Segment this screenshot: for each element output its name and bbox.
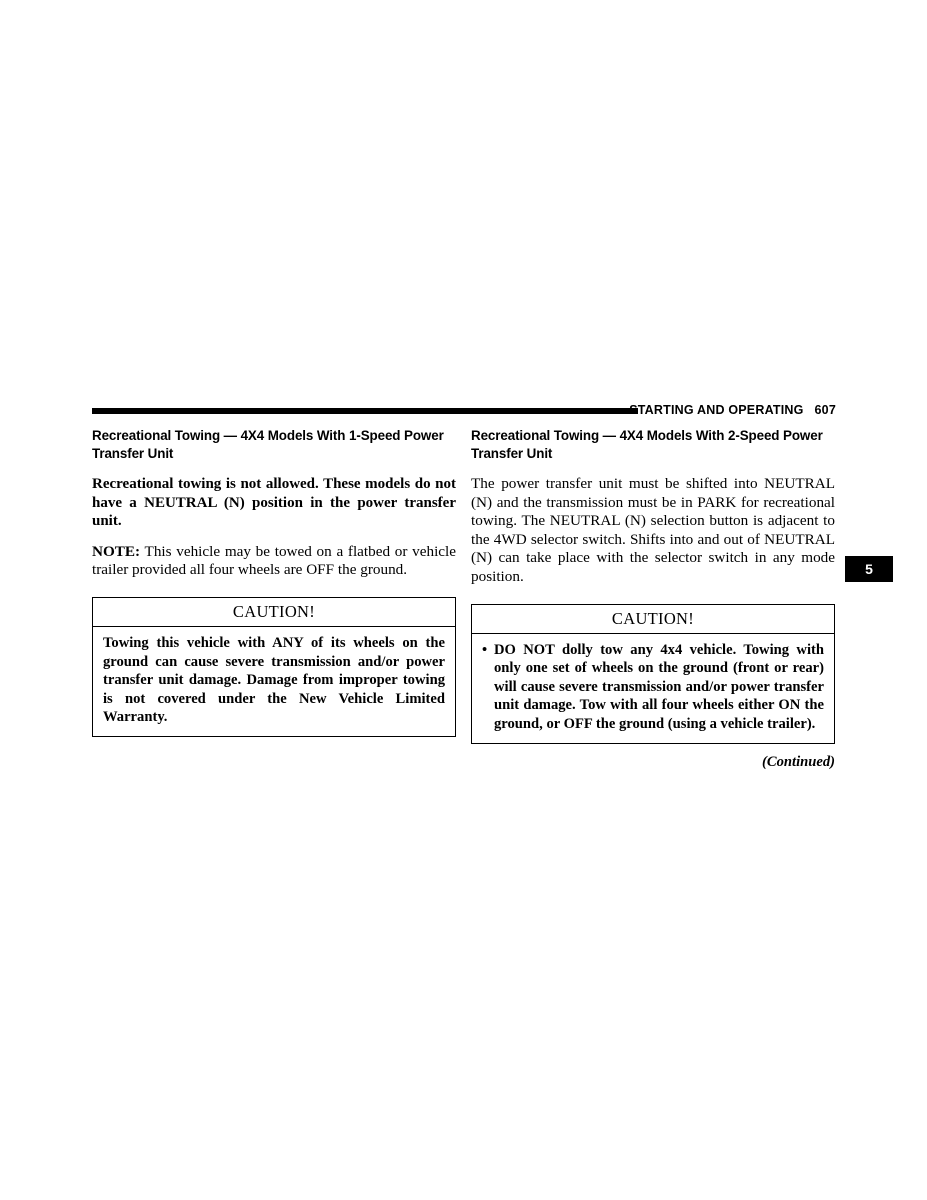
page-header [92,403,836,421]
continued-label: (Continued) [762,754,835,770]
right-column [471,427,835,744]
right-caution-bullet-item [482,641,824,734]
left-column [92,427,456,737]
right-body-paragraph: The power transfer unit must be shifted into NEUTRAL (N) and the transmission must be in PARK for recreational towing. The NEUTRAL (N) selection button is adjacent to the 4WD selector switch. Shifts into and out of NEUTRAL (N) can take place with the selector switch in any mode position. [471,475,835,585]
right-caution-body [472,634,834,743]
left-lead-paragraph: Recreational towing is not allowed. These models do not have a NEUTRAL (N) position in the power transfer unit. [92,476,456,530]
header-rule [92,408,638,414]
right-caution-title: CAUTION! [472,605,834,634]
left-caution-text: Towing this vehicle with ANY of its wheels on the ground can cause severe transmission and/or power transfer unit damage. Damage from improper towing is not covered under the New Vehicle Limited Warranty. [103,634,445,726]
left-caution-title: CAUTION! [93,598,455,627]
note-label: NOTE: [92,542,141,560]
right-caution-box [471,604,835,744]
header-chapter-name: STARTING AND OPERATING [629,403,804,417]
right-caution-text: DO NOT dolly tow any 4x4 vehicle. Towing with only one set of wheels on the ground (front or rear) will cause severe transmission and/or power transfer unit damage. Tow with all four wheels either ON the ground, or OFF the ground (using a vehicle trailer). [494,641,824,732]
header-page-number: 607 [814,403,836,417]
right-section-title: Recreational Towing — 4X4 Models With 2-Speed Power Transfer Unit [471,428,823,461]
chapter-tab [845,556,893,582]
left-section-title: Recreational Towing — 4X4 Models With 1-Speed Power Transfer Unit [92,428,444,461]
note-text: This vehicle may be towed on a flatbed or vehicle trailer provided all four wheels are OFF the ground. [92,542,456,579]
left-note-paragraph [92,543,456,580]
bullet-icon: • [482,641,488,658]
header-chapter-label [629,403,836,417]
chapter-tab-number: 5 [865,561,873,577]
left-caution-box [92,597,456,737]
